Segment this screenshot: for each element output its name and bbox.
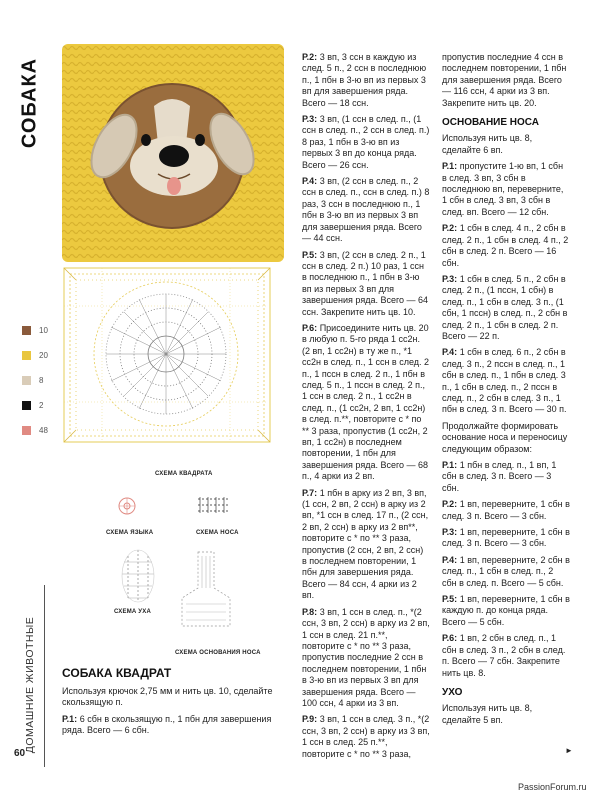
intro-paragraph: Используя крючок 2,75 мм и нить цв. 10, сделайте скользящую п. (62, 686, 273, 708)
row-paragraph: Р.9: 3 вп, 1 ссн в след. 3 п., *(2 ссн, 3 вп, 2 ссн) в арку из 3 вп, 1 ссн в след. 25 п.**, повторите с * по ** 3 раза, (302, 714, 430, 759)
legend-item (22, 368, 48, 393)
legend-swatch (22, 351, 31, 360)
row-paragraph: Р.2: 3 вп, 3 ссн в каждую из след. 5 п., 2 ссн в последнюю п., 1 пбн в 3-ю вп из первых 3 вп для завершения ряда. Всего — 18 ссн. (302, 52, 427, 108)
legend-number: 20 (39, 351, 48, 360)
legend-swatch (22, 376, 31, 385)
legend-number: 8 (39, 376, 44, 385)
row-paragraph: Р.7: 1 пбн в арку из 2 вп, 3 вп, (1 ссн, 2 вп, 2 ссн) в арку из 2 вп, *1 ссн в след. 17 п., (2 ссн, 2 вп, 2 ссн) в арку из 2 вп**, повторите с * по ** 3 раза, пропустив (2 ссн, 2 вп, 2 ссн) в последнем повторении, 1 пбн для завершения ряда. Всего — 84 ссн, 4 арки из 2 вп. (302, 487, 429, 601)
row-paragraph: Р.5: 1 вп, переверните, 1 сбн в каждую п. до конца ряда. Всего — 5 сбн. (442, 594, 570, 627)
section-name: ДОМАШНИЕ ЖИВОТНЫЕ (24, 616, 36, 754)
row-paragraph: Р.4: 1 вп, переверните, 2 сбн в след. п., 1 сбн в след. п., 2 сбн в след. п. Всего — 5 сбн. (442, 554, 570, 588)
legend-item (22, 393, 48, 418)
dog-tongue (167, 177, 181, 195)
dog-square-illustration (62, 44, 284, 262)
row-paragraph: Р.4: 3 вп, (2 ссн в след. п., 2 ссн в след. п., ссн в след. п.) 8 раз, 3 ссн в последнюю п., 1 пбн в 3-ю вп из первых 3 вп для завершения ряда. Всего — 44 ссн. (302, 176, 430, 244)
vertical-title: СОБАКА (18, 57, 41, 149)
caption-ear-schema: СХЕМА УХА (114, 609, 151, 615)
left-eye (141, 134, 151, 146)
watermark: PassionForum.ru (518, 782, 587, 792)
row-paragraph: Р.3: 1 вп, переверните, 1 сбн в след. 3 п. Всего — 3 сбн. (442, 527, 570, 549)
row-paragraph: Р.2: 1 сбн в след. 4 п., 2 сбн в след. 2 п., 1 сбн в след. 4 п., 2 сбн в след. 2 п. Всего — 16 сбн. (442, 223, 569, 268)
legend-number: 10 (39, 326, 48, 335)
square-schema (62, 266, 272, 444)
square-schema-drawing (62, 266, 272, 444)
left-section-text (62, 686, 284, 742)
legend-item (22, 418, 48, 443)
section-heading-ear: УХО (442, 686, 463, 698)
color-legend (22, 318, 48, 443)
next-page-arrow-icon: ► (565, 746, 573, 755)
column-3 (442, 52, 570, 731)
ear-intro: Используя нить цв. 8, сделайте 5 вп. (442, 703, 533, 725)
caption-nose-schema: СХЕМА НОСА (196, 530, 239, 536)
legend-swatch (22, 401, 31, 410)
section-heading-dog-square: СОБАКА КВАДРАТ (62, 666, 172, 680)
caption-main-schema: СХЕМА КВАДРАТА (155, 471, 213, 477)
right-eye (195, 134, 205, 146)
ear-schema (118, 548, 158, 604)
row-paragraph: Р.8: 3 вп, 1 ссн в след. п., *(2 ссн, 3 вп, 2 ссн) в арку из 2 вп, 1 ссн в след. 21 п.**, повторите с * по ** 3 раза, пропустив последние 2 ссн в последнем повторении, 1 пбн в 3-ю вп из первых 3 вп для завершения ряда. Всего — 100 ссн, 4 арки из 3 вп. (302, 606, 430, 708)
column-2 (302, 52, 430, 765)
row-paragraph: Р.6: 1 вп, 2 сбн в след. п., 1 сбн в след. 3 п., 2 сбн в след. п. Всего — 7 сбн. Закрепите нить цв. 8. (442, 633, 566, 678)
nose-base-intro: Используя нить цв. 8, сделайте 6 вп. (442, 133, 533, 155)
row-paragraph: Р.4: 1 сбн в след. 6 п., 2 сбн в след. 3 п., 2 пссн в след. п., 1 сбн в след. п., 1 пбн в след. 3 п., 1 сбн в след. п., 2 пссн в след. п., 2 сбн в след. 3 п., 1 пбн в след. 3 п. Всего — 30 п. (442, 347, 567, 415)
row-paragraph: Р.2: 1 вп, переверните, 1 сбн в след. 3 п. Всего — 3 сбн. (442, 499, 570, 521)
section-heading-nose-base: ОСНОВАНИЕ НОСА (442, 117, 539, 129)
legend-item (22, 318, 48, 343)
row-paragraph: Р.1: 1 пбн в след. п., 1 вп, 1 сбн в след. 3 п. Всего — 3 сбн. (442, 460, 557, 493)
page-number: 60 (14, 748, 26, 759)
row-paragraph: Р.1: 6 сбн в скользящую п., 1 пбн для завершения ряда. Всего — 6 сбн. (62, 713, 272, 736)
nose-schema (196, 495, 230, 515)
legend-swatch (22, 426, 31, 435)
row-paragraph: Р.5: 3 вп, (2 ссн в след. 2 п., 1 ссн в след. 2 п.) 10 раз, 1 ссн в последнюю п., 1 пбн в 3-ю вп из первых 3 вп для завершения ряда. Всего — 64 ссн. Закрепите нить цв. 10. (302, 249, 429, 317)
dog-nose (159, 145, 189, 167)
legend-item (22, 343, 48, 368)
row-paragraph: Р.3: 3 вп, (1 ссн в след. п., (1 ссн в след. п., 2 ссн в след. п.) 8 раз, 1 пбн в 3-ю вп из первых 3 вп до конца ряда. Всего — 26 ссн. (302, 114, 430, 170)
nose-base-schema (176, 548, 236, 636)
legend-swatch (22, 326, 31, 335)
tongue-schema (116, 495, 138, 517)
row-paragraph: Р.6: Присоедините нить цв. 20 в любую п. 5-го ряда 1 сс2н. (2 вп, 1 сс2н) в ту же п., *1 сс2н в след. п., 1 ссн в след. 2 п., 1 пссн в след. 2 п., 1 пбн в след. 5 п., 1 пссн в след. 2 п., 1 ссн в след. 2 п., 1 сс2н в след. п., (1 сс2н, 2 вп, 1 сс2н) в след. п.**, повторите с * по ** 3 раза, пропустив (1 сс2н, 2 вп, 1 сс2н) в последнем повторении, 1 пбн для завершения ряда. Всего — 68 п., 4 арки из 2 вп. (302, 322, 430, 482)
continuation-paragraph: пропустив последние 4 ссн в последнем повторении, 1 пбн для завершения ряда. Всего — 116 ссн, 4 арки из 3 вп. Закрепите нить цв. 20. (442, 52, 567, 108)
legend-number: 48 (39, 426, 48, 435)
row-paragraph: Р.1: пропустите 1-ю вп, 1 сбн в след. 3 вп, 3 сбн в последнюю вп, переверните, 1 сбн в след. 3 вп, 3 сбн в след. вп. Всего — 12 сбн. (442, 161, 564, 217)
legend-number: 2 (39, 401, 44, 410)
dog-square-photo (62, 44, 284, 262)
caption-nose-base-schema: СХЕМА ОСНОВАНИЯ НОСА (175, 650, 261, 656)
row-paragraph: Р.3: 1 сбн в след. 5 п., 2 сбн в след. 2 п., (1 пссн, 1 сбн) в след. п., 1 сбн в след. 3 п., (1 сбн, 1 пссн) в след. п., 2 сбн в след. 2 п., 1 сбн в след. 2 п. Всего — 22 п. (442, 273, 568, 341)
continue-paragraph: Продолжайте формировать основание носа и переносицу следующим образом: (442, 420, 568, 454)
caption-tongue-schema: СХЕМА ЯЗЫКА (106, 530, 154, 536)
